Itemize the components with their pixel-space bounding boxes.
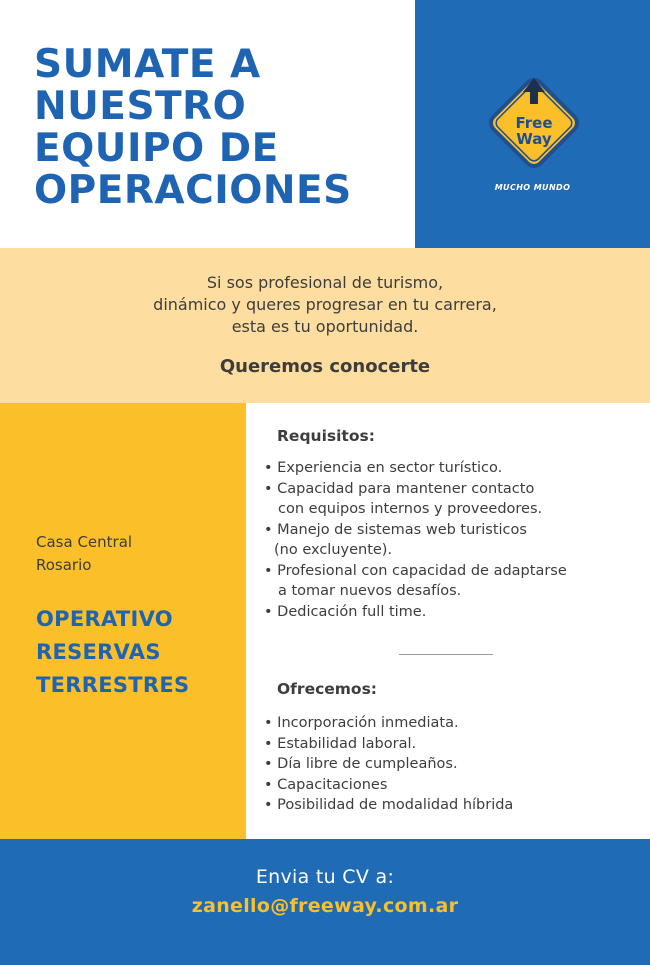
position-title-line: OPERATIVO — [36, 607, 173, 631]
requirements-heading: Requisitos: — [277, 427, 375, 445]
side-panel — [0, 403, 246, 839]
list-item: con equipos internos y proveedores. — [278, 501, 543, 517]
intro-text — [0, 272, 650, 338]
list-item: (no excluyente). — [274, 542, 393, 558]
hero-title-line: EQUIPO DE — [34, 126, 279, 171]
intro-line: dinámico y queres progresar en tu carrera, — [153, 295, 497, 314]
position-title-line: RESERVAS — [36, 640, 161, 664]
list-item: • Posibilidad de modalidad híbrida — [264, 797, 514, 813]
brand-name-line1: Free — [515, 114, 553, 132]
list-item: • Día libre de cumpleaños. — [264, 756, 458, 772]
list-item: • Estabilidad laboral. — [264, 735, 417, 752]
details-panel — [246, 403, 650, 839]
footer — [0, 839, 650, 965]
list-item: • Capacitaciones — [264, 776, 388, 793]
list-item: • Manejo de sistemas web turisticos — [264, 521, 527, 538]
offer-list — [264, 713, 513, 816]
hero-title-line: NUESTRO — [34, 84, 247, 129]
brand-name-line2: Way — [516, 130, 552, 148]
location-city: Rosario — [36, 556, 92, 574]
cv-label: Envia tu CV a: — [255, 866, 395, 888]
hero-title-line: SUMATE A — [34, 42, 261, 87]
location-office: Casa Central — [36, 533, 133, 551]
hero-title-line: OPERACIONES — [34, 168, 352, 213]
intro-cta: Queremos conocerte — [219, 356, 431, 377]
list-item: • Profesional con capacidad de adaptarse — [264, 562, 567, 579]
offer-heading: Ofrecemos: — [277, 680, 378, 698]
logo-panel — [415, 0, 650, 248]
list-item: a tomar nuevos desafíos. — [278, 583, 462, 599]
hero-title — [34, 44, 414, 212]
list-item: • Incorporación inmediata. — [264, 715, 459, 731]
freeway-logo — [479, 68, 589, 178]
requirements-list — [264, 458, 567, 622]
divider — [399, 654, 493, 655]
intro-line: esta es tu oportunidad. — [231, 317, 419, 336]
list-item: • Experiencia en sector turístico. — [264, 460, 503, 476]
intro-band — [0, 248, 650, 403]
list-item: • Dedicación full time. — [264, 603, 427, 620]
location — [36, 531, 132, 577]
list-item: • Capacidad para mantener contacto — [264, 480, 535, 497]
brand-tagline: MUCHO MUNDO — [494, 183, 571, 192]
intro-line: Si sos profesional de turismo, — [206, 273, 444, 292]
contact-email[interactable]: zanello@freeway.com.ar — [191, 895, 459, 917]
position-title — [36, 603, 189, 702]
position-title-line: TERRESTRES — [36, 673, 190, 697]
